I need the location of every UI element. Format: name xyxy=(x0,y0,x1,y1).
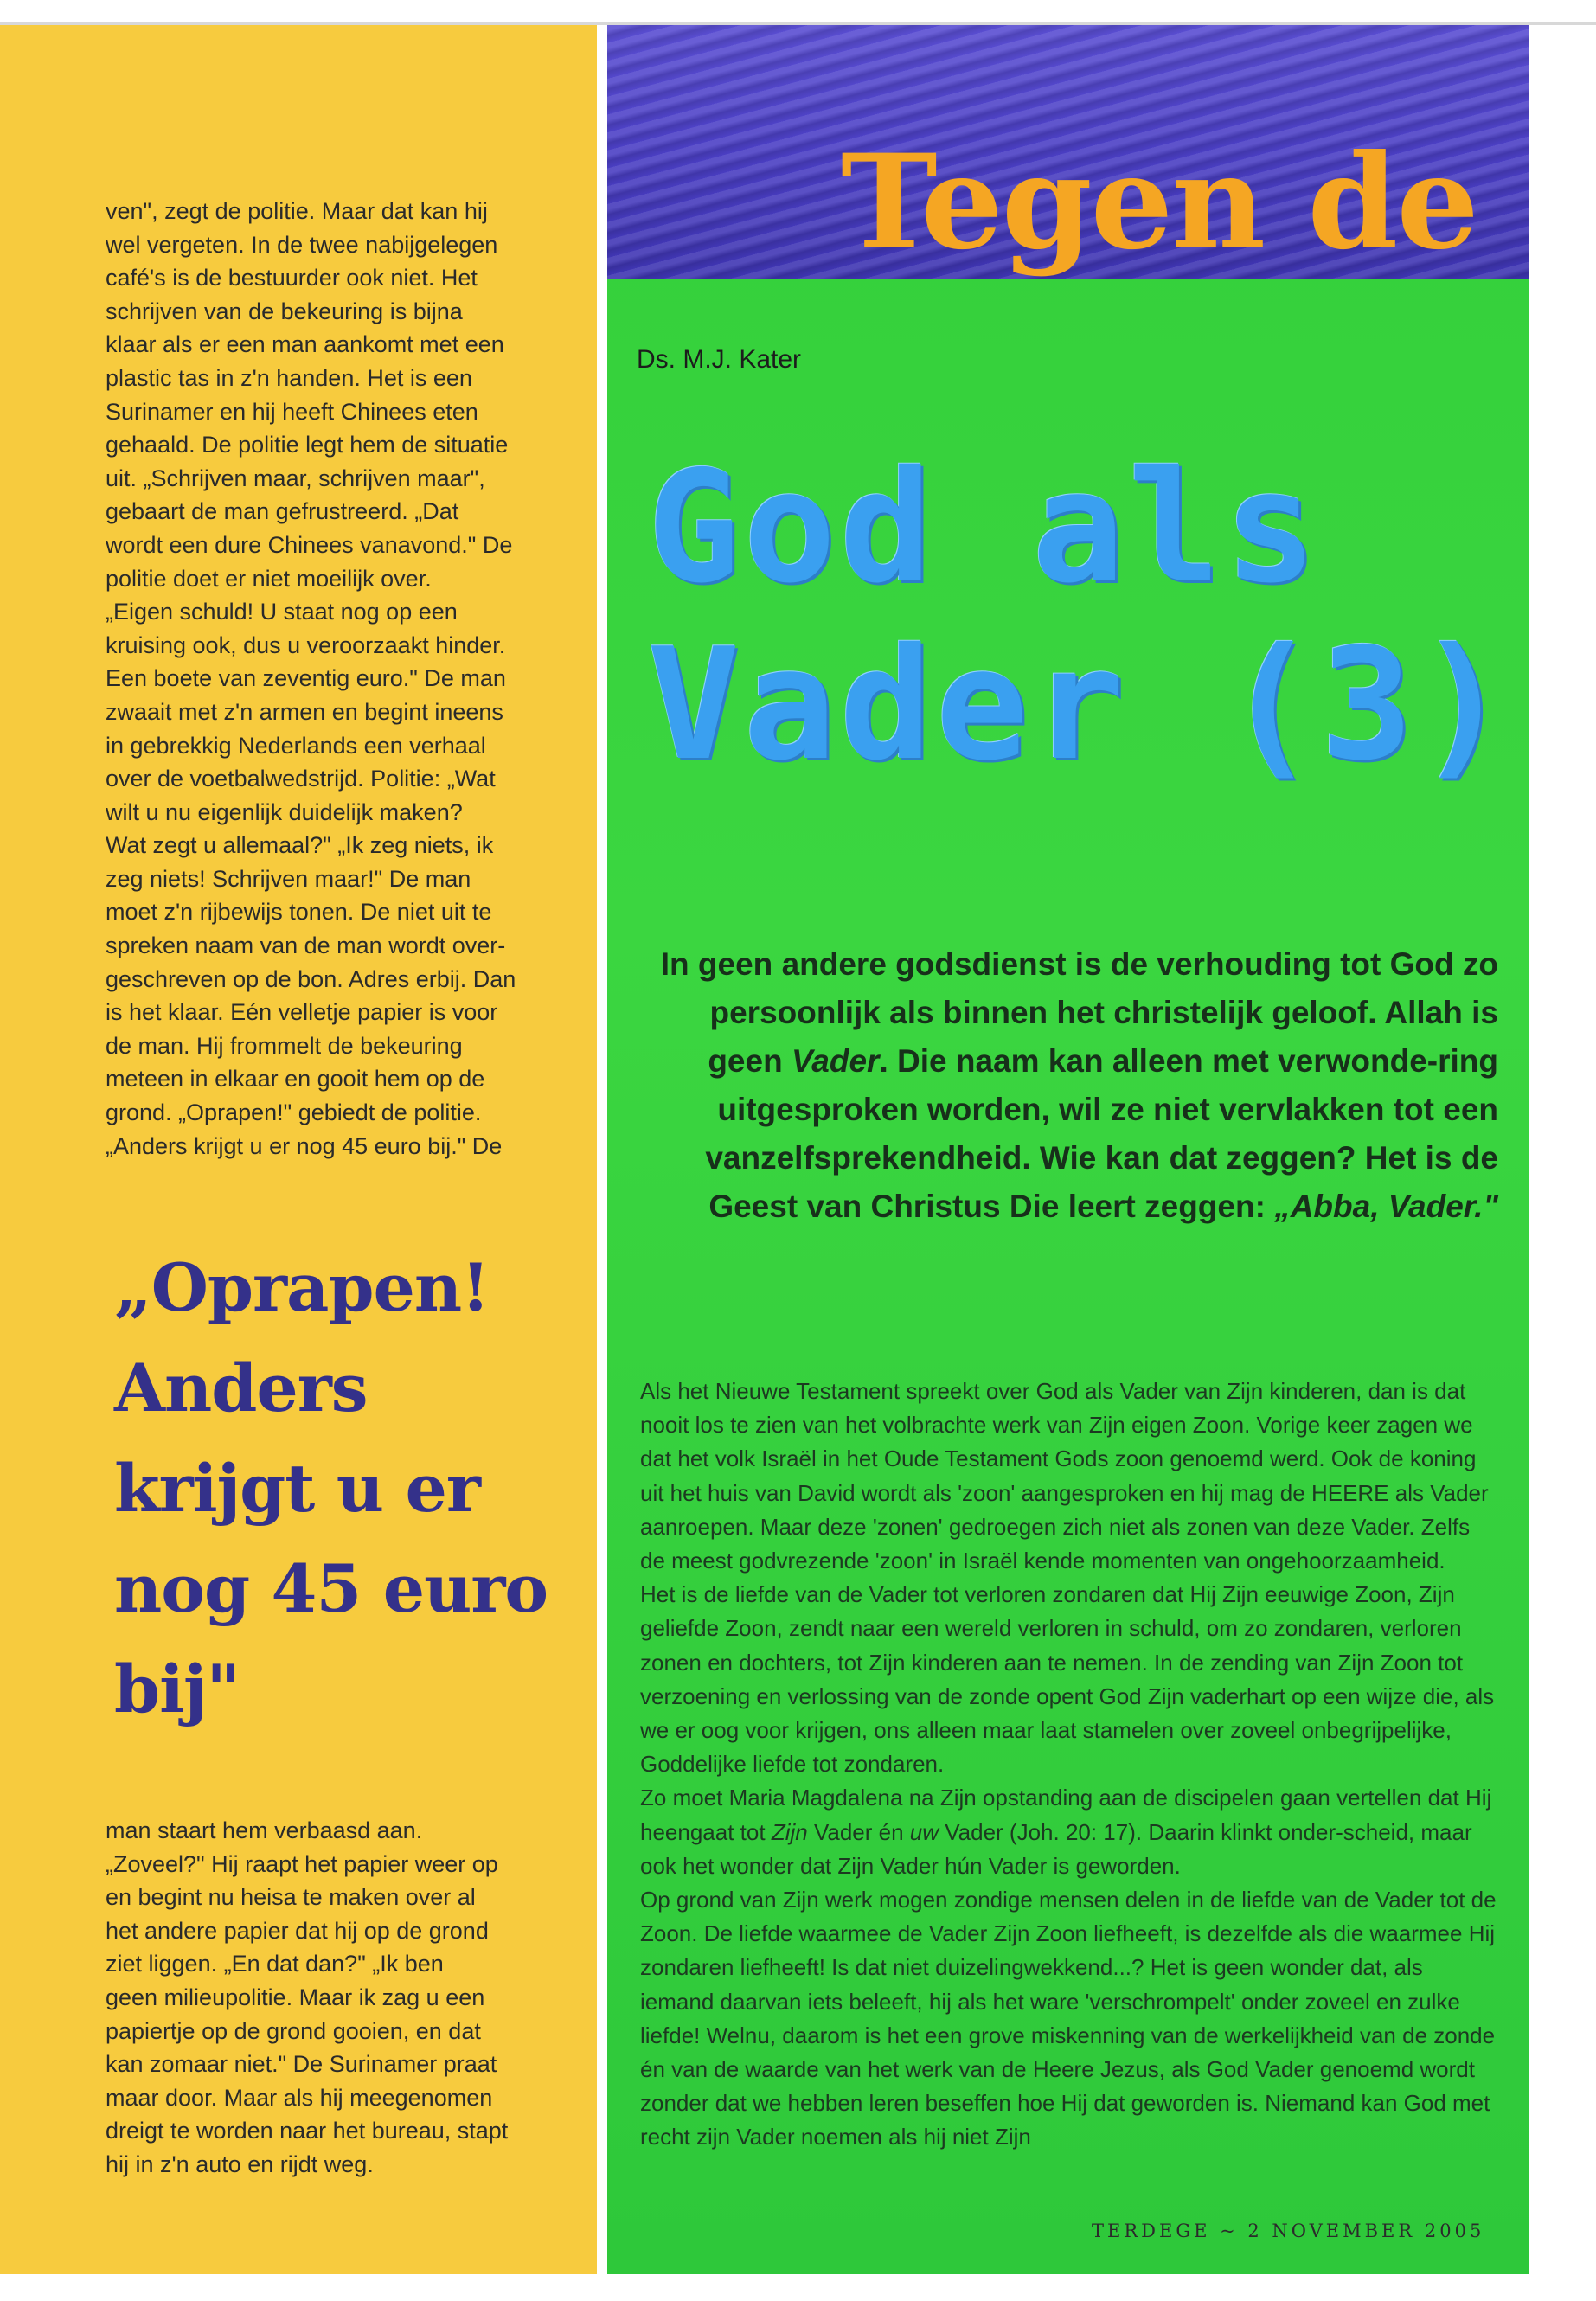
body-p3-part-c: Vader (Joh. 20: 17). Daarin klinkt onder-scheid, maar ook het wonder dat Zijn Vader hún Vader is geworden. xyxy=(640,1818,1472,1879)
body-p3-part-b: Vader én xyxy=(807,1818,910,1845)
lead-part-1: In geen andere godsdienst is de verhouding tot God zo persoonlijk als binnen het christelijk geloof. Allah is geen xyxy=(660,946,1498,1079)
left-column-text-bottom: man staart hem verbaasd aan. „Zoveel?" Hij raapt het papier weer op en begint nu heisa te maken over al het andere papier dat hij op de grond ziet liggen. „En dat dan?" „Ik ben geen milieupolitie. Maar ik zag u een papiertje op de grond gooien, en dat kan zomaar niet." De Surinamer praat maar door. Maar als hij meegenomen dreigt te worden naar het bureau, stapt hij in z'n auto en rijdt weg. xyxy=(106,1817,509,2177)
lead-emphasis-abba: „Abba, Vader." xyxy=(1274,1189,1498,1224)
article-column xyxy=(607,25,1529,2274)
article-lead xyxy=(637,940,1498,1231)
article-title: God als Vader (3) xyxy=(647,438,1513,794)
body-paragraph-3 xyxy=(640,1781,1500,1883)
right-page-margin xyxy=(1529,25,1596,2274)
article-body xyxy=(640,1375,1500,2155)
pull-quote: „Oprapen! Anders krijgt u er nog 45 euro bij" xyxy=(114,1249,548,1727)
body-p3-emphasis-zijn: Zijn xyxy=(771,1818,808,1845)
header-banner xyxy=(607,25,1529,279)
left-column-text-top: ven", zegt de politie. Maar dat kan hij wel vergeten. In de twee nabijgelegen café's is de bestuurder ook niet. Het schrijven van de bekeuring is bijna klaar als er een man aankomt met een plastic tas in z'n handen. Het is een Surinamer en hij heeft Chinees eten gehaald. De politie legt hem de situatie uit. „Schrijven maar, schrijven maar", gebaart de man gefrustreerd. „Dat wordt een dure Chinees vanavond." De politie doet er niet moeilijk over. „Eigen schuld! U staat nog op een kruising ook, dus u veroorzaakt hinder. Een boete van zeventig euro." De man zwaait met z'n armen en begint ineens in gebrekkig Nederlands een verhaal over de voetbalwedstrijd. Politie: „Wat wilt u nu eigenlijk duidelijk maken? Wat zegt u allemaal?" „Ik zeg niets, ik zeg niets! Schrijven maar!" De man moet z'n rijbewijs tonen. De niet uit te spreken naam van de man wordt over- geschreven op de bon. Adres erbij. Dan is het klaar. Eén velletje papier is voor de man. Hij frommelt de bekeuring meteen in elkaar en gooit hem op de grond. „Oprapen!" gebiedt de politie. „Anders krijgt u er nog 45 euro bij." De xyxy=(106,198,516,1159)
left-column xyxy=(0,25,597,2274)
page-footer: TERDEGE ~ 2 NOVEMBER 2005 xyxy=(1092,2221,1485,2241)
column-gutter xyxy=(597,25,607,2274)
lead-emphasis-vader: Vader xyxy=(791,1043,880,1079)
body-paragraph-1: Als het Nieuwe Testament spreekt over God als Vader van Zijn kinderen, dan is dat nooit los te zien van het volbrachte werk van Zijn eigen Zoon. Vorige keer zagen we dat het volk Israël in het Oude Testament Gods zoon genoemd werd. Ook de koning uit het huis van David wordt als 'zoon' aangesproken en hij mag de HEERE als Vader aanroepen. Maar deze 'zonen' gedroegen zich niet als zonen van deze Vader. Zelfs de meest godvrezende 'zoon' in Israël kende momenten van ongehoorzaamheid. xyxy=(640,1378,1489,1574)
article-author: Ds. M.J. Kater xyxy=(637,345,802,374)
lead-part-2: . Die naam kan alleen met verwonde-ring uitgesproken worden, wil ze niet vervlakken tot een vanzelfsprekendheid. Wie kan dat zeggen? Het is de Geest van Christus Die leert zeggen: xyxy=(705,1043,1498,1224)
body-p3-emphasis-uw: uw xyxy=(909,1818,939,1845)
body-paragraph-2: Het is de liefde van de Vader tot verloren zondaren dat Hij Zijn eeuwige Zoon, Zijn geliefde Zoon, zendt naar een wereld verloren in schuld, om zo zondaren, verloren zonen en dochters, tot Zijn kinderen aan te nemen. In de zending van Zijn Zoon tot verzoening en verlossing van de zonde opent God Zijn vaderhart op een wijze die, als we er oog voor krijgen, ons alleen maar laat stamelen over zoveel onbegrijpelijke, Goddelijke liefde tot zondaren. xyxy=(640,1581,1495,1778)
body-paragraph-4: Op grond van Zijn werk mogen zondige mensen delen in de liefde van de Vader tot de Zoon. De liefde waarmee de Vader Zijn Zoon liefheeft, is dezelfde als die waarmee Hij zondaren liefheeft! Is dat niet duizelingwekkend...? Het is geen wonder dat, als iemand daarvan iets beleeft, hij als het ware 'verschrompelt' onder zoveel en zulke liefde! Welnu, daarom is het een grove miskenning van de werkelijkheid van de zonde én van de waarde van het werk van de Heere Jezus, als God Vader genoemd wordt zonder dat we hebben leren beseffen hoe Hij dat geworden is. Niemand kan God met recht zijn Vader noemen als hij niet Zijn xyxy=(640,1887,1497,2150)
banner-title: Tegen de xyxy=(841,126,1477,279)
body-p3-part-a: Zo moet Maria Magdalena na Zijn opstanding aan de discipelen gaan vertellen dat Hij heengaat tot xyxy=(640,1785,1492,1845)
